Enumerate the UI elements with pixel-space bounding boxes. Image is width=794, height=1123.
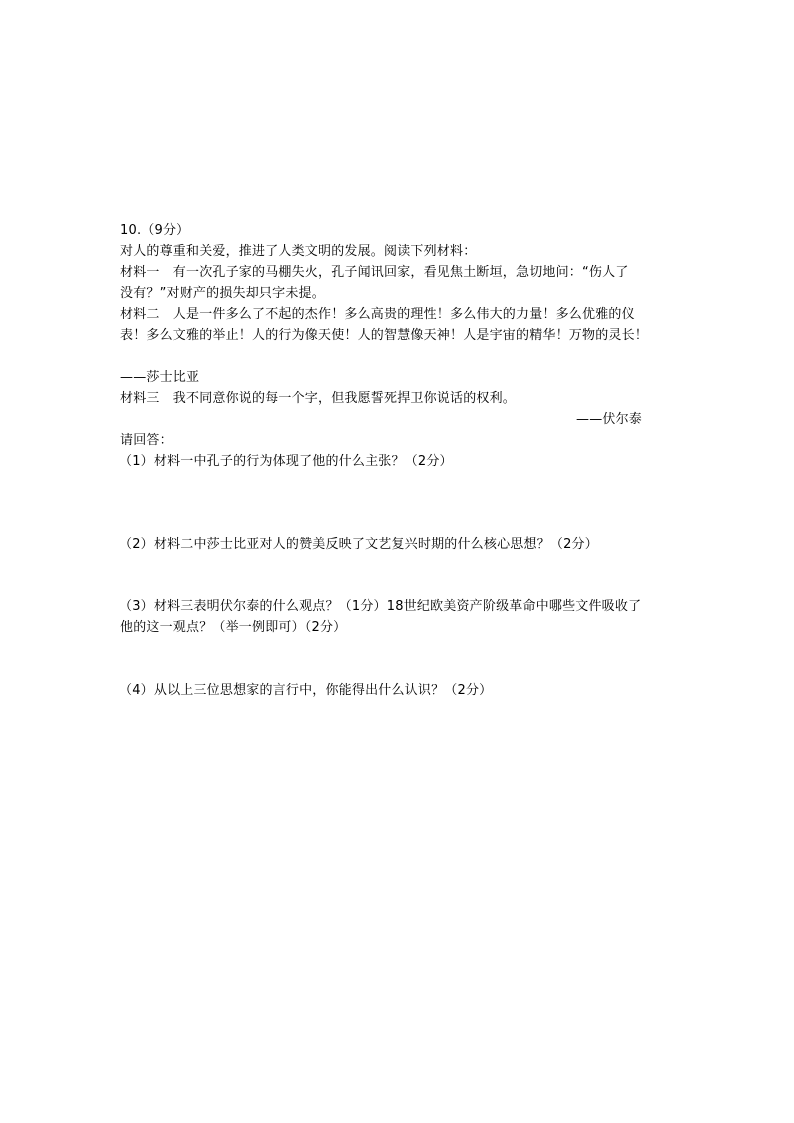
question-intro: 对人的尊重和关爱，推进了人类文明的发展。阅读下列材料：: [120, 244, 477, 259]
material1-line1: 材料一 有一次孔子家的马棚失火，孔子闻讯回家，看见焦土断垣，急切地问：“伤人了: [120, 265, 629, 280]
material1-line2: 没有？”对财产的损失却只字未提。: [120, 286, 325, 301]
material2-line2: 表！多么文雅的举止！人的行为像天使！人的智慧像天神！人是宇宙的精华！万物的灵长！: [120, 328, 649, 343]
material2-source: ——莎士比亚: [120, 370, 200, 385]
sub-question-4: （4）从以上三位思想家的言行中，你能得出什么认识？（2分）: [119, 683, 493, 698]
sub-question-3-line2: 他的这一观点？（举一例即可）（2分）: [120, 620, 347, 635]
sub-question-3-line1: （3）材料三表明伏尔泰的什么观点？（1分）18世纪欧美资产阶级革命中哪些文件吸收了: [119, 599, 642, 614]
material3-line1: 材料三 我不同意你说的每一个字，但我愿誓死捍卫你说话的权利。: [120, 391, 517, 406]
material2-line1: 材料二 人是一件多么了不起的杰作！多么高贵的理性！多么伟大的力量！多么优雅的仪: [120, 307, 635, 322]
sub-question-1: （1）材料一中孔子的行为体现了他的什么主张？（2分）: [119, 454, 453, 469]
sub-question-2: （2）材料二中莎士比亚对人的赞美反映了文艺复兴时期的什么核心思想？（2分）: [119, 537, 598, 552]
material3-source: ——伏尔泰: [576, 412, 643, 427]
answer-prompt: 请回答：: [120, 433, 173, 448]
question-number: 10.（9分）: [120, 223, 190, 238]
